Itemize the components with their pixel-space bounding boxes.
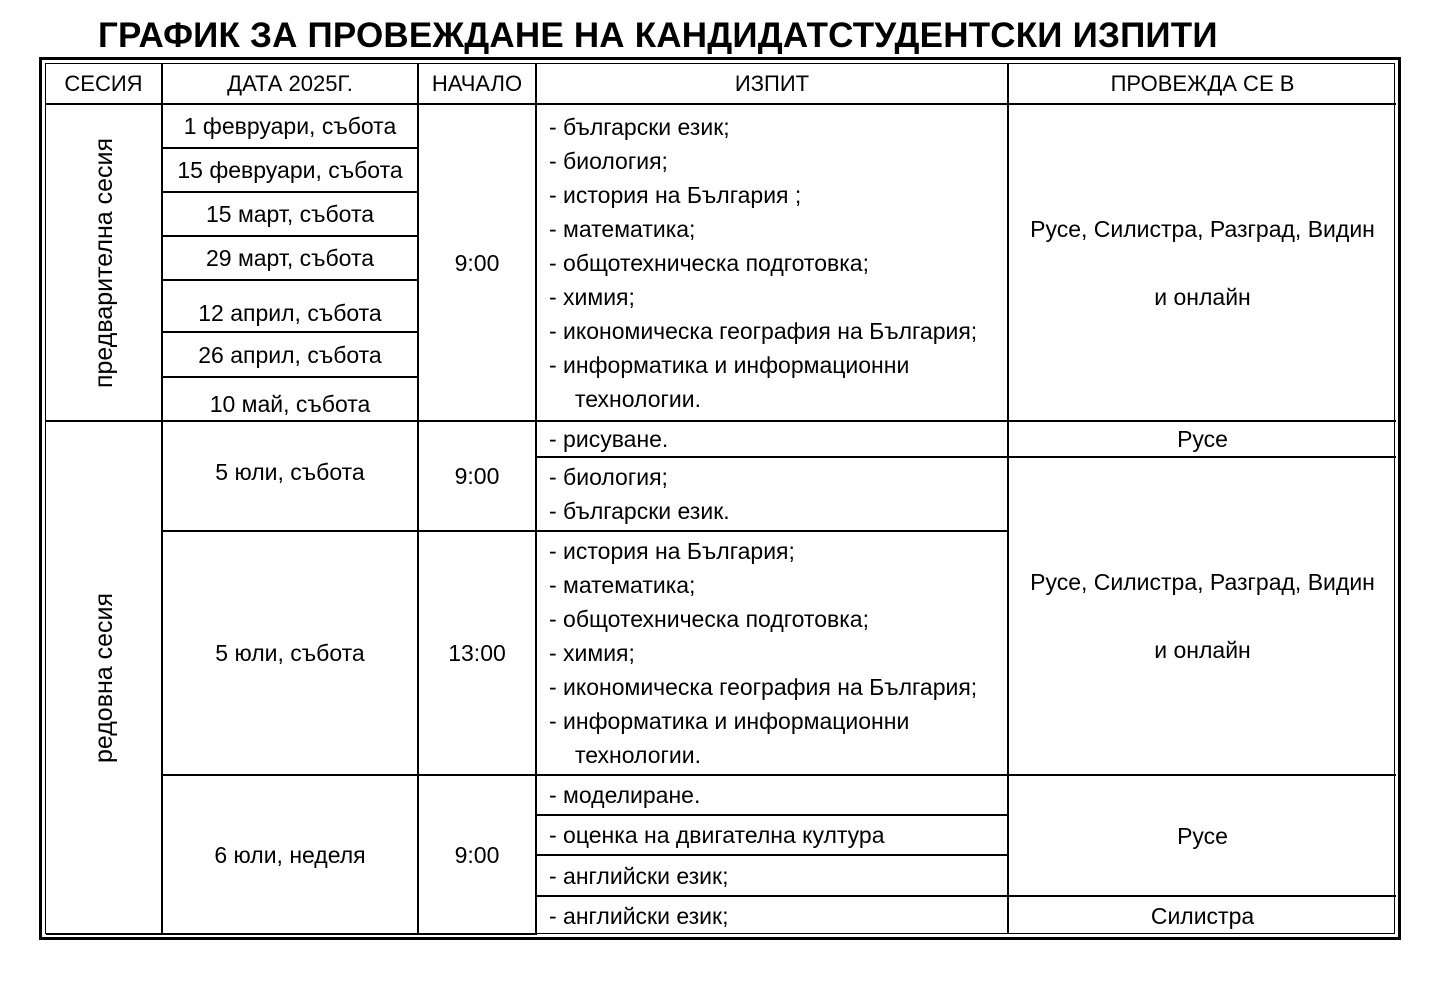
date-cell: 1 февруари, събота: [162, 104, 418, 148]
exam-item: - химия;: [549, 640, 635, 666]
exam-item: - български език;: [549, 113, 730, 140]
start-cell: 9:00: [418, 104, 536, 421]
exam-schedule-table: [46, 64, 1396, 935]
exam-item-continued: технологии.: [575, 742, 701, 768]
exam-item: - рисуване.: [536, 421, 1008, 457]
exam-list: [536, 104, 1008, 421]
date-cell: 15 февруари, събота: [162, 148, 418, 192]
session-label: предварителна сесия: [89, 137, 118, 388]
exam-item: - математика;: [549, 572, 696, 598]
location-line: Русе, Силистра, Разград, Видин: [1030, 215, 1375, 242]
exam-item: - оценка на двигателна култура: [536, 815, 1008, 855]
exam-item-continued: технологии.: [575, 385, 701, 412]
location-cell: Силистра: [1008, 896, 1396, 934]
header-row: [46, 64, 1396, 104]
date-cell: 6 юли, неделя: [162, 775, 418, 934]
header-date: ДАТА 2025Г.: [162, 64, 418, 104]
exam-item: - моделиране.: [536, 775, 1008, 815]
start-cell: 13:00: [418, 531, 536, 775]
exam-list: [536, 531, 1008, 775]
header-start: НАЧАЛО: [418, 64, 536, 104]
exam-item: - химия;: [549, 283, 635, 310]
header-location: ПРОВЕЖДА СЕ В: [1008, 64, 1396, 104]
exam-item: - български език.: [549, 498, 730, 524]
date-cell: 26 април, събота: [162, 332, 418, 377]
page-title: ГРАФИК ЗА ПРОВЕЖДАНЕ НА КАНДИДАТСТУДЕНТСКИ ИЗПИТИ: [98, 16, 1218, 55]
exam-item: - английски език;: [536, 855, 1008, 896]
date-cell: 29 март, събота: [162, 236, 418, 280]
location-line: и онлайн: [1154, 637, 1251, 663]
date-cell: 10 май, събота: [162, 377, 418, 421]
exam-item: - история на България;: [549, 538, 795, 564]
date-cell: 5 юли, събота: [162, 531, 418, 775]
session-regular: [46, 421, 162, 934]
header-session: СЕСИЯ: [46, 64, 162, 104]
exam-item: - икономическа география на България;: [549, 317, 978, 344]
exam-item: - информатика и информационни: [549, 351, 910, 378]
exam-item: - история на България ;: [549, 181, 802, 208]
start-cell: 9:00: [418, 775, 536, 934]
table-row: [46, 104, 1396, 148]
date-cell: 12 април, събота: [162, 280, 418, 332]
exam-item: - икономическа география на България;: [549, 674, 978, 700]
start-cell: 9:00: [418, 421, 536, 531]
header-exam: ИЗПИТ: [536, 64, 1008, 104]
table-row: [46, 775, 1396, 815]
schedule-inner-border: [45, 63, 1395, 934]
exam-item: - математика;: [549, 215, 696, 242]
location-line: и онлайн: [1154, 283, 1251, 310]
exam-item: - биология;: [549, 147, 668, 174]
exam-item: - общотехническа подготовка;: [549, 606, 869, 632]
location-cell: Русе: [1008, 421, 1396, 457]
exam-item: - биология;: [549, 464, 668, 490]
exam-list: [536, 457, 1008, 531]
exam-item: - английски език;: [536, 896, 1008, 934]
location-cell: [1008, 104, 1396, 421]
location-cell: Русе: [1008, 775, 1396, 896]
location-cell: [1008, 457, 1396, 775]
date-cell: 15 март, събота: [162, 192, 418, 236]
location-line: Русе, Силистра, Разград, Видин: [1030, 569, 1375, 595]
session-preliminary: [46, 104, 162, 421]
table-row: [46, 421, 1396, 457]
schedule-frame: [39, 57, 1401, 940]
exam-item: - информатика и информационни: [549, 708, 910, 734]
session-label: редовна сесия: [89, 592, 118, 763]
date-cell: 5 юли, събота: [162, 421, 418, 531]
exam-item: - общотехническа подготовка;: [549, 249, 869, 276]
